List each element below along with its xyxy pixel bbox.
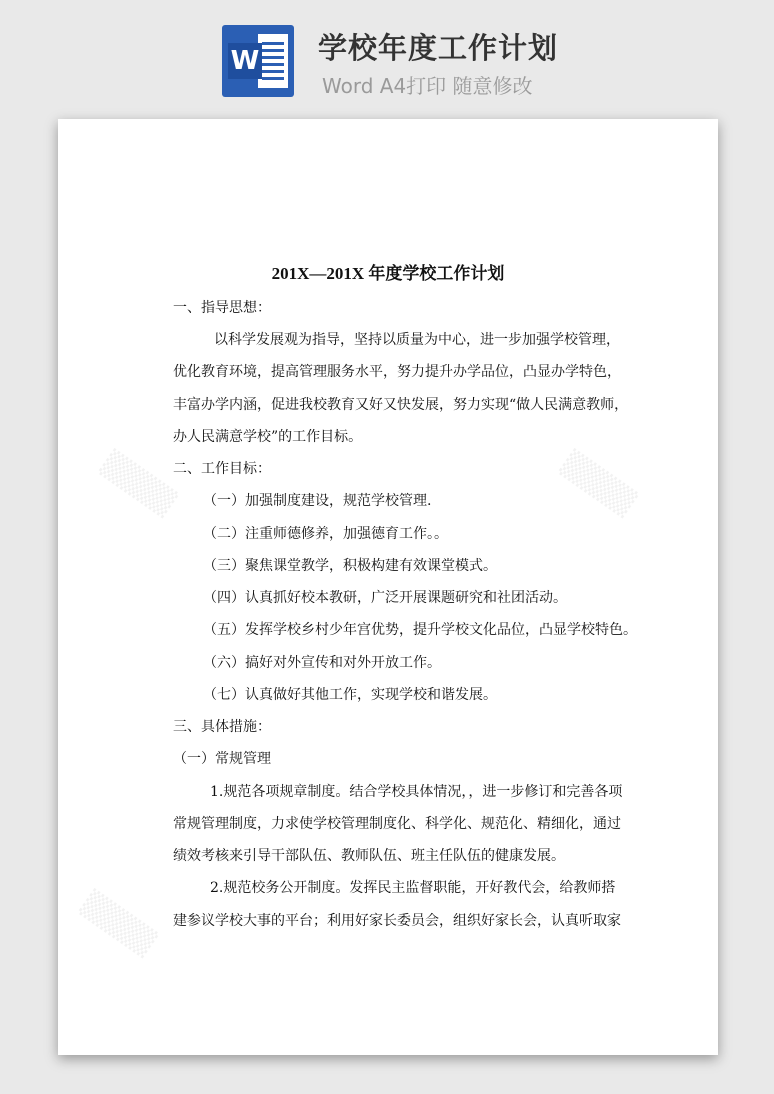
section-heading: 一、指导思想： xyxy=(173,300,271,316)
paragraph-line: 丰富办学内涵，促进我校教育又好又快发展，努力实现“做人民满意教师， xyxy=(173,397,629,413)
watermark-decoration: ▒▒▒▒ xyxy=(556,448,640,520)
watermark-decoration: ▒▒▒▒ xyxy=(96,448,180,520)
word-icon-letter: W xyxy=(228,43,262,79)
paragraph-line: 1.规范各项规章制度。结合学校具体情况，，进一步修订和完善各项 xyxy=(210,784,623,800)
list-item: （五）发挥学校乡村少年宫优势，提升学校文化品位，凸显学校特色。 xyxy=(203,622,637,638)
word-icon-document-lines xyxy=(258,34,288,88)
subsection-heading: （一）常规管理 xyxy=(173,751,271,767)
list-item: （二）注重师德修养，加强德育工作。。 xyxy=(203,526,448,542)
list-item: （七）认真做好其他工作，实现学校和谐发展。 xyxy=(203,687,497,703)
paragraph-line: 优化教育环境，提高管理服务水平，努力提升办学品位，凸显办学特色， xyxy=(173,364,621,380)
header-title: 学校年度工作计划 xyxy=(318,31,559,65)
section-heading: 二、工作目标： xyxy=(173,461,271,477)
paragraph-line: 建参议学校大事的平台；利用好家长委员会，组织好家长会，认真听取家 xyxy=(173,913,621,929)
paragraph-line: 办人民满意学校”的工作目标。 xyxy=(173,429,363,445)
list-item: （四）认真抓好校本教研，广泛开展课题研究和社团活动。 xyxy=(203,590,567,606)
list-item: （一）加强制度建设，规范学校管理. xyxy=(203,493,432,509)
watermark-decoration: ▒▒▒▒ xyxy=(76,888,160,960)
paragraph-line: 以科学发展观为指导，坚持以质量为中心，进一步加强学校管理， xyxy=(214,332,620,348)
section-heading: 三、具体措施： xyxy=(173,719,271,735)
list-item: （三）聚焦课堂教学，积极构建有效课堂模式。 xyxy=(203,558,497,574)
word-icon xyxy=(222,25,294,97)
paragraph-line: 2.规范校务公开制度。发挥民主监督职能，开好教代会，给教师搭 xyxy=(210,880,616,896)
document-title: 201X—201X 年度学校工作计划 xyxy=(271,264,505,283)
header-subtitle: Word A4打印 随意修改 xyxy=(322,74,533,98)
paragraph-line: 绩效考核来引导干部队伍、教师队伍、班主任队伍的健康发展。 xyxy=(173,848,565,864)
header xyxy=(0,0,774,118)
list-item: （六）搞好对外宣传和对外开放工作。 xyxy=(203,655,441,671)
paragraph-line: 常规管理制度，力求使学校管理制度化、科学化、规范化、精细化，通过 xyxy=(173,816,621,832)
document-page xyxy=(58,119,718,1055)
